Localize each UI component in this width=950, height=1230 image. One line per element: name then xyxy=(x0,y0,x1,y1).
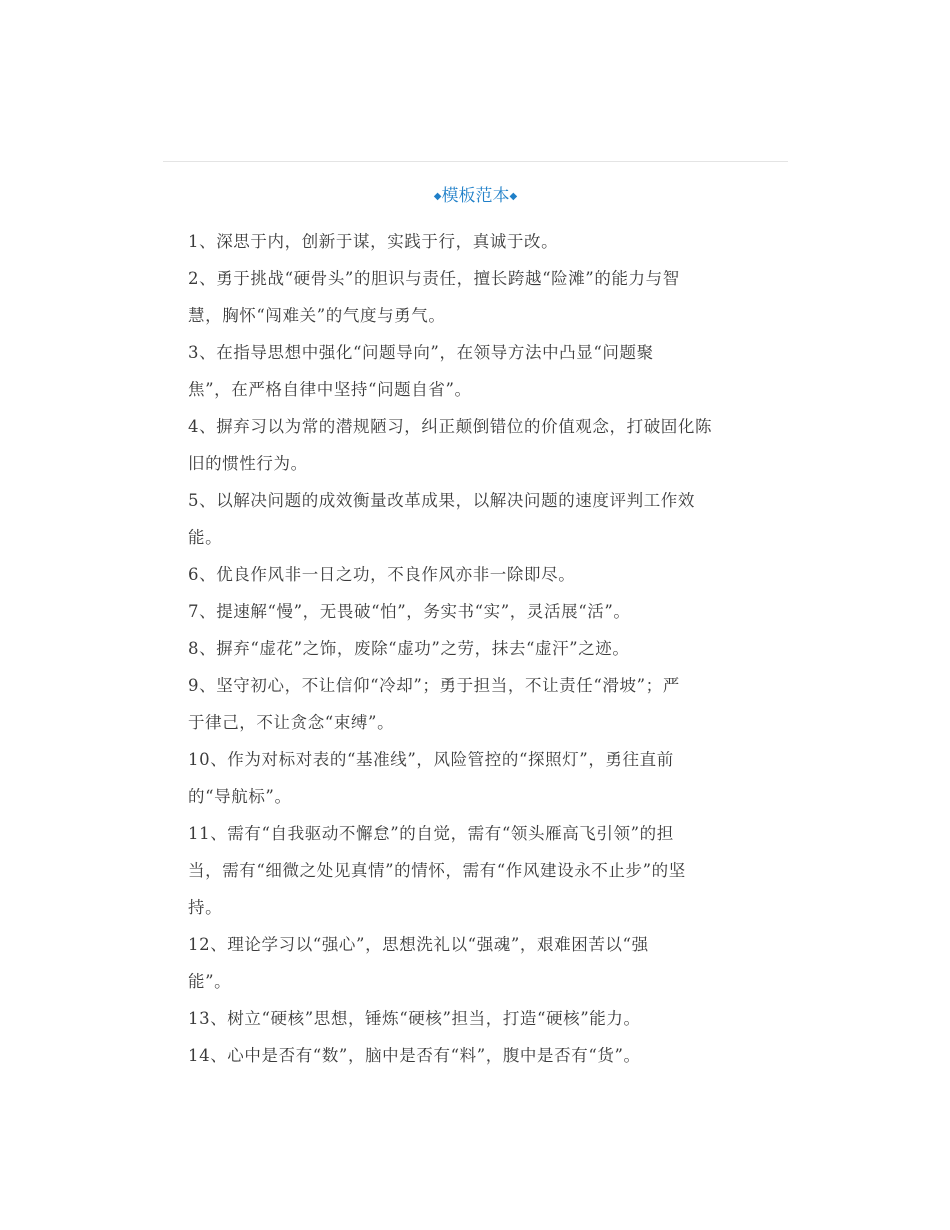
list-item-line: 9、坚守初心，不让信仰“冷却”；勇于担当，不让责任“滑坡”；严 xyxy=(188,676,680,695)
section-heading-text: 模板范本 xyxy=(441,186,510,206)
list-item xyxy=(188,815,762,926)
list-item xyxy=(188,741,762,815)
list-item xyxy=(188,926,762,1000)
horizontal-divider xyxy=(163,161,788,162)
list-item xyxy=(188,593,762,630)
list-item-line: 的“导航标”。 xyxy=(188,787,292,806)
list-item-line: 14、心中是否有“数”，脑中是否有“料”，腹中是否有“货”。 xyxy=(188,1046,641,1065)
list-item-line: 焦”，在严格自律中坚持“问题自省”。 xyxy=(188,380,472,399)
diamond-icon: ◆ xyxy=(509,191,518,202)
list-item-line: 1、深思于内，创新于谋，实践于行，真诚于改。 xyxy=(188,232,559,251)
list-item-line: 慧，胸怀“闯难关”的气度与勇气。 xyxy=(188,306,446,325)
list-item-line: 13、树立“硬核”思想，锤炼“硬核”担当，打造“硬核”能力。 xyxy=(188,1009,641,1028)
list-item xyxy=(188,556,762,593)
list-item xyxy=(188,334,762,408)
item-list xyxy=(188,223,762,1074)
list-item-line: 11、需有“自我驱动不懈怠”的自觉，需有“领头雁高飞引领”的担 xyxy=(188,824,674,843)
list-item xyxy=(188,1037,762,1074)
list-item-line: 7、提速解“慢”，无畏破“怕”，务实书“实”，灵活展“活”。 xyxy=(188,602,631,621)
list-item-line: 能。 xyxy=(188,528,223,547)
list-item-line: 4、摒弃习以为常的潜规陋习，纠正颠倒错位的价值观念，打破固化陈 xyxy=(188,417,713,436)
list-item-line: 2、勇于挑战“硬骨头”的胆识与责任，擅长跨越“险滩”的能力与智 xyxy=(188,269,680,288)
diamond-icon: ◆ xyxy=(433,191,442,202)
list-item-line: 能”。 xyxy=(188,972,232,991)
list-item xyxy=(188,667,762,741)
list-item-line: 8、摒弃“虚花”之饰，废除“虚功”之劳，抹去“虚汗”之迹。 xyxy=(188,639,630,658)
list-item-line: 旧的惯性行为。 xyxy=(188,454,308,473)
list-item-line: 10、作为对标对表的“基准线”，风险管控的“探照灯”，勇往直前 xyxy=(188,750,674,769)
list-item-line: 当，需有“细微之处见真情”的情怀，需有“作风建设永不止步”的坚 xyxy=(188,861,686,880)
list-item-line: 3、在指导思想中强化“问题导向”，在领导方法中凸显“问题聚 xyxy=(188,343,654,362)
list-item-line: 于律己，不让贪念“束缚”。 xyxy=(188,713,395,732)
list-item xyxy=(188,260,762,334)
list-item-line: 6、优良作风非一日之功，不良作风亦非一除即尽。 xyxy=(188,565,576,584)
list-item xyxy=(188,630,762,667)
list-item-line: 持。 xyxy=(188,898,223,917)
section-heading xyxy=(163,184,788,209)
list-item xyxy=(188,408,762,482)
list-item-line: 5、以解决问题的成效衡量改革成果，以解决问题的速度评判工作效 xyxy=(188,491,695,510)
list-item xyxy=(188,482,762,556)
list-item-line: 12、理论学习以“强心”，思想洗礼以“强魂”，艰难困苦以“强 xyxy=(188,935,649,954)
list-item xyxy=(188,223,762,260)
list-item xyxy=(188,1000,762,1037)
